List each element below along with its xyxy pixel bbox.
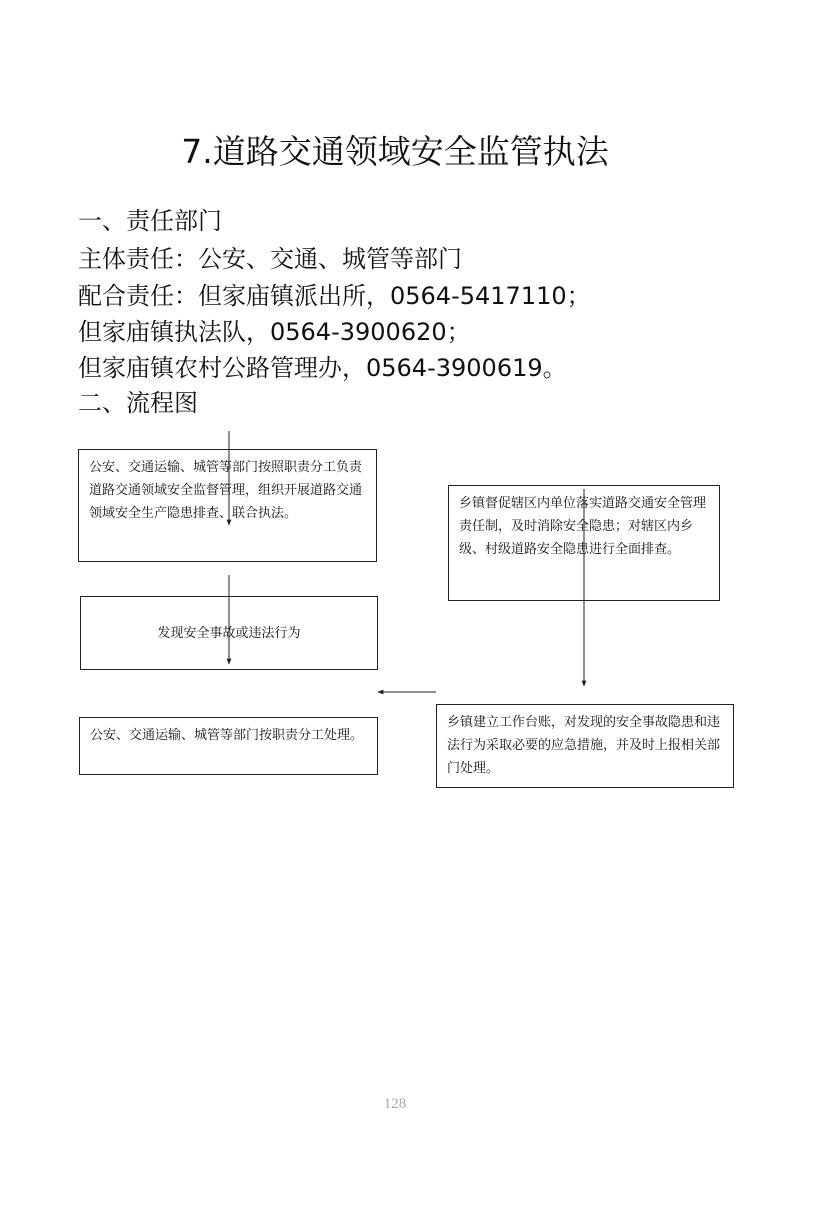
flowchart-box-discover (80, 596, 378, 670)
flowchart-box-handle: 公安、交通运输、城管等部门按职责分工处理。 (79, 717, 378, 775)
cooperation-line-3: 但家庙镇农村公路管理办，0564-3900619。 (78, 354, 567, 382)
cooperation-line-1: 配合责任：但家庙镇派出所，0564-5417110； (78, 282, 591, 310)
page-title: 7.道路交通领域安全监管执法 (181, 132, 609, 171)
flowchart-box-township-supervise: 乡镇督促辖区内单位落实道路交通安全管理责任制，及时消除安全隐患；对辖区内乡级、村级道路安全隐患进行全面排查。 (448, 485, 720, 601)
flowchart-box-township-ledger: 乡镇建立工作台账，对发现的安全事故隐患和违法行为采取必要的应急措施，并及时上报相关部门处理。 (436, 704, 734, 788)
main-responsibility: 主体责任：公安、交通、城管等部门 (78, 245, 462, 273)
flowchart-box-enforcement: 公安、交通运输、城管等部门按照职责分工负责道路交通领域安全监督管理，组织开展道路交通领域安全生产隐患排查、联合执法。 (78, 449, 377, 562)
flowchart-box-discover-label: 发现安全事故或违法行为 (157, 625, 301, 641)
cooperation-line-2: 但家庙镇执法队，0564-3900620； (78, 318, 471, 346)
flowchart-heading: 二、流程图 (78, 389, 198, 417)
responsibility-heading: 一、责任部门 (78, 207, 222, 235)
page-number: 128 (383, 1096, 407, 1112)
